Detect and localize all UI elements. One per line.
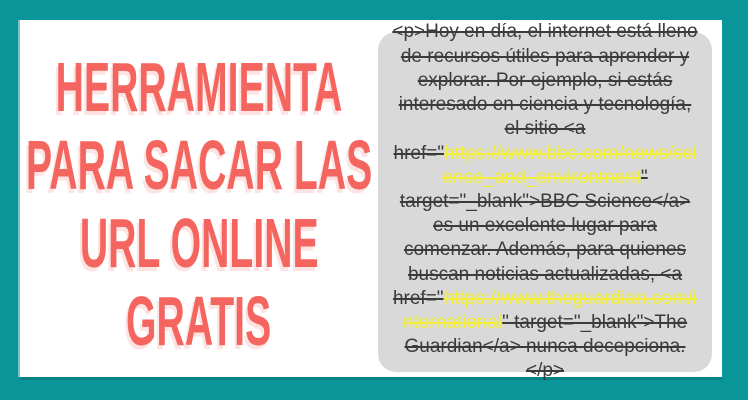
content-card: [20, 20, 722, 382]
title-line: GRATIS: [126, 281, 272, 360]
code-snippet-text: [391, 20, 699, 383]
code-text-segment: " target="_blank">The Guardian</a> nunca decepciona.</p>: [404, 311, 688, 382]
title-line: URL ONLINE: [79, 203, 319, 282]
code-url-segment: https://www.theguardian.com/international: [402, 287, 698, 333]
title-block: [20, 20, 378, 377]
title-line: HERRAMIENTA: [55, 47, 343, 126]
code-snippet-box: [378, 21, 712, 382]
code-text-segment: <p>Hoy en día, el internet está lleno de recursos útiles para aprender y explorar. Por ejemplo, si estás interesado en ciencia y tecnología, el sitio <a href=": [392, 21, 698, 164]
code-url-segment: https://www.bbc.com/news/science_and_environment: [442, 142, 697, 188]
code-text-segment: " target="_blank">BBC Science</a> es un excelente lugar para comenzar. Además, para quienes buscan noticias actualizadas, <a href=": [392, 166, 691, 309]
title-line: PARA SACAR LAS: [25, 125, 373, 204]
